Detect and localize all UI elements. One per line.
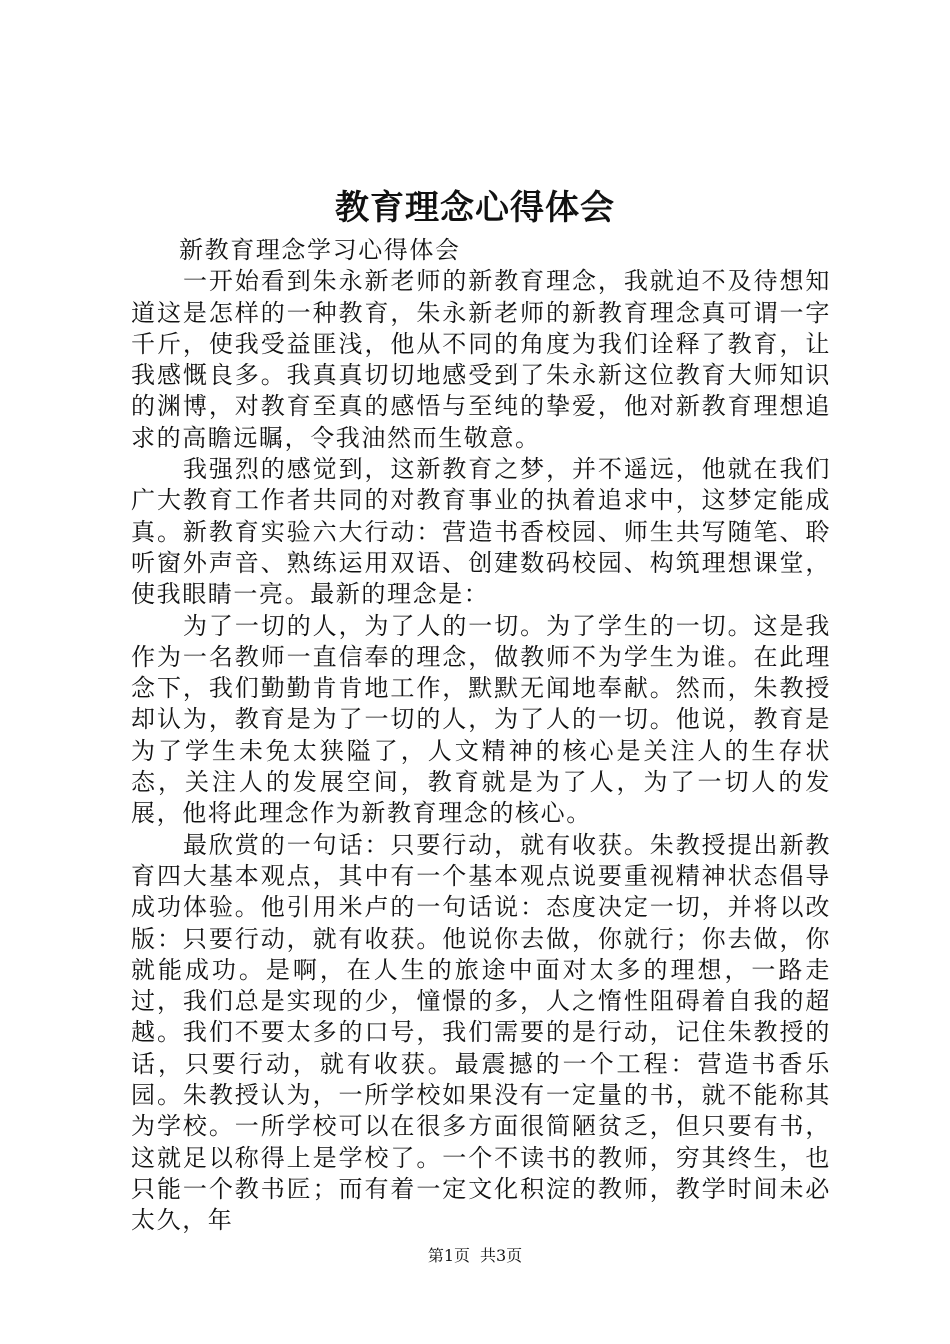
paragraph-subtitle: 新教育理念学习心得体会 — [179, 236, 461, 264]
paragraph-1: 一开始看到朱永新老师的新教育理念，我就迫不及待想知道这是怎样的一种教育，朱永新老师的新教育理念真可谓一字千斤，使我受益匪浅，他从不同的角度为我们诠释了教育，让我感慨良多。我真真切切地感受到了朱永新这位教育大师知识的渊博，对教育至真的感悟与至纯的挚爱，他对新教育理想追求的高瞻远瞩，令我油然而生敬意。 — [131, 267, 831, 452]
document-body — [131, 235, 831, 1237]
paragraph-4: 最欣赏的一句话：只要行动，就有收获。朱教授提出新教育四大基本观点，其中有一个基本观点说要重视精神状态倡导成功体验。他引用米卢的一句话说：态度决定一切，并将以改版：只要行动，就有收获。他说你去做，你就行；你去做，你就能成功。是啊，在人生的旅途中面对太多的理想，一路走过，我们总是实现的少，憧憬的多，人之惰性阻碍着自我的超越。我们不要太多的口号，我们需要的是行动，记住朱教授的话，只要行动，就有收获。最震撼的一个工程：营造书香乐园。朱教授认为，一所学校如果没有一定量的书，就不能称其为学校。一所学校可以在很多方面很简陋贫乏，但只要有书，这就足以称得上是学校了。一个不读书的教师，穷其终生，也只能一个教书匠；而有着一定文化积淀的教师，教学时间未必太久，年 — [131, 830, 831, 1235]
paragraph-2: 我强烈的感觉到，这新教育之梦，并不遥远，他就在我们广大教育工作者共同的对教育事业的执着追求中，这梦定能成真。新教育实验六大行动：营造书香校园、师生共写随笔、聆听窗外声音、熟练运用双语、创建数码校园、构筑理想课堂，使我眼睛一亮。最新的理念是： — [131, 455, 831, 609]
page-footer — [0, 1244, 950, 1268]
document-title: 教育理念心得体会 — [335, 188, 615, 228]
paragraph-3: 为了一切的人，为了人的一切。为了学生的一切。这是我作为一名教师一直信奉的理念，做教师不为学生为谁。在此理念下，我们勤勤肯肯地工作，默默无闻地奉献。然而，朱教授却认为，教育是为了一切的人，为了人的一切。他说，教育是为了学生未免太狭隘了，人文精神的核心是关注人的生存状态，关注人的发展空间，教育就是为了人，为了一切人的发展，他将此理念作为新教育理念的核心。 — [131, 611, 831, 828]
page-total: 共3页 — [480, 1246, 523, 1265]
page-number: 第1页 — [427, 1246, 470, 1265]
